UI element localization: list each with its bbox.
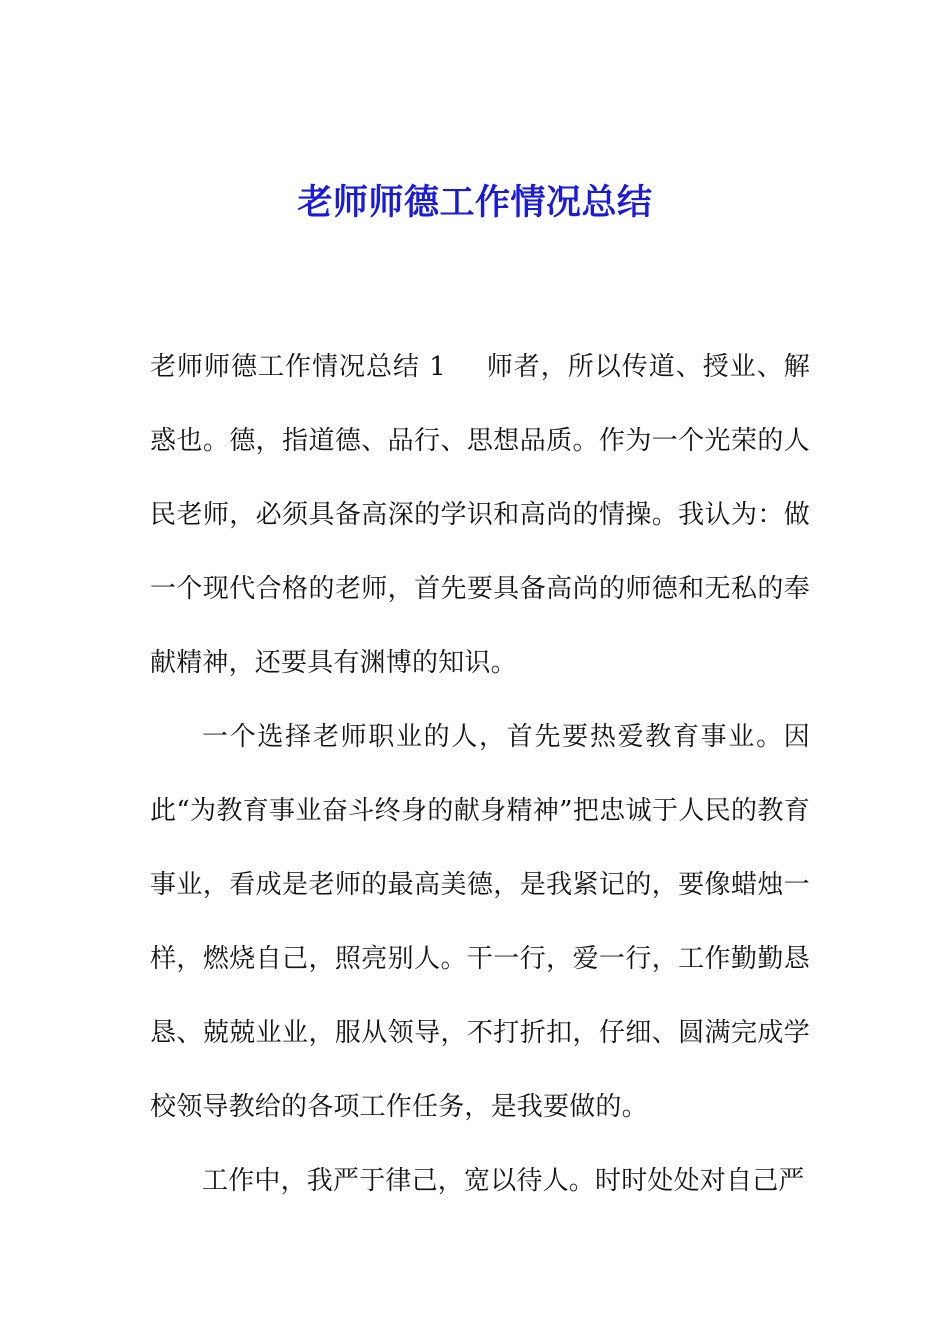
document-body	[150, 330, 810, 1218]
paragraph-1-text: 师者，所以传道、授业、解惑也。德，指道德、品行、思想品质。作为一个光荣的人民老师，必须具备高深的学识和高尚的情操。我认为：做一个现代合格的老师，首先要具备高尚的师德和无私的奉献精神，还要具有渊博的知识。	[150, 352, 810, 678]
paragraph-2: 一个选择老师职业的人，首先要热爱教育事业。因此“为教育事业奋斗终身的献身精神”把忠诚于人民的教育事业，看成是老师的最高美德，是我紧记的，要像蜡烛一样，燃烧自己，照亮别人。干一行，爱一行，工作勤勤恳恳、兢兢业业，服从领导，不打折扣，仔细、圆满完成学校领导教给的各项工作任务，是我要做的。	[150, 722, 810, 1122]
document-title: 老师师德工作情况总结	[297, 183, 653, 223]
section-heading: 老师师德工作情况总结 1	[150, 352, 446, 382]
paragraph-1	[150, 330, 810, 700]
paragraph-3: 工作中，我严于律己，宽以待人。时时处处对自己严	[202, 1166, 805, 1196]
